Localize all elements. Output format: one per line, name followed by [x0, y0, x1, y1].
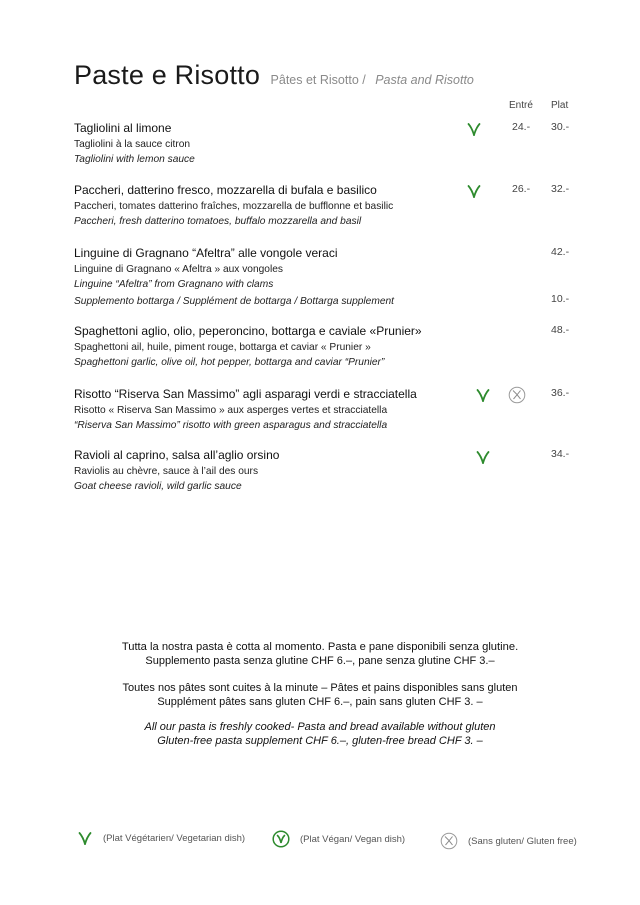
footer-it-line1: Tutta la nostra pasta è cotta al momento. Pasta e pane disponibili senza glutine.	[121, 641, 519, 653]
column-header-entre: Entré	[509, 100, 533, 111]
gluten-free-icon	[508, 386, 526, 404]
footer-note-italian	[0, 640, 640, 668]
item-description-fr: Paccheri, tomates datterino fraîches, mozzarella de bufflonne et basilic	[74, 201, 394, 212]
item-name: Risotto “Riserva San Massimo” agli asparagi verdi e stracciatella	[74, 387, 417, 401]
footer-fr-line1: Toutes nos pâtes sont cuites à la minute – Pâtes et pains disponibles sans gluten	[122, 682, 518, 694]
icon-legend	[0, 831, 640, 851]
item-description-fr: Spaghettoni ail, huile, piment rouge, bottarga et caviar « Prunier »	[74, 342, 371, 353]
item-description-en: “Riserva San Massimo” risotto with green asparagus and stracciatella	[74, 420, 388, 431]
legend-vegetarian	[78, 831, 245, 845]
legend-label: (Sans gluten/ Gluten free)	[468, 835, 577, 847]
item-name: Ravioli al caprino, salsa all’aglio orsino	[74, 448, 280, 462]
item-description-en: Paccheri, fresh datterino tomatoes, buffalo mozzarella and basil	[74, 216, 362, 227]
title-italian: Paste e Risotto	[74, 60, 261, 90]
price-plat: 36.-	[551, 387, 570, 399]
vegetarian-icon	[467, 122, 481, 136]
item-description-fr: Raviolis au chèvre, sauce à l’ail des ours	[74, 466, 259, 477]
column-header-plat: Plat	[551, 100, 569, 111]
price-plat: 32.-	[551, 183, 570, 195]
item-name: Tagliolini al limone	[74, 121, 172, 135]
vegetarian-icon	[476, 450, 490, 464]
item-description-en: Tagliolini with lemon sauce	[74, 154, 195, 165]
price-plat: 42.-	[551, 246, 570, 258]
item-name: Linguine di Gragnano “Afeltra” alle vongole veraci	[74, 246, 338, 260]
legend-gluten-free	[440, 832, 577, 850]
footer-note-english	[0, 720, 640, 748]
item-description-en: Linguine “Afeltra” from Gragnano with clams	[74, 279, 274, 290]
item-name: Spaghettoni aglio, olio, peperoncino, bottarga e caviale «Prunier»	[74, 324, 422, 338]
menu-item	[74, 447, 594, 494]
legend-label: (Plat Végétarien/ Vegetarian dish)	[103, 832, 246, 844]
price-entre: 26.-	[512, 183, 531, 195]
price-plat: 34.-	[551, 448, 570, 460]
item-name: Paccheri, datterino fresco, mozzarella di bufala e basilico	[74, 183, 377, 197]
legend-label: (Plat Végan/ Vegan dish)	[300, 833, 406, 845]
footer-fr-line2: Supplément pâtes sans gluten CHF 6.–, pain sans gluten CHF 3. –	[157, 696, 483, 708]
price-plat: 30.-	[551, 121, 570, 133]
menu-item	[74, 245, 594, 309]
title-french: Pâtes et Risotto /	[270, 73, 370, 87]
price-entre: 24.-	[512, 121, 531, 133]
item-description-fr: Linguine di Gragnano « Afeltra » aux vongoles	[74, 264, 283, 275]
page-title	[74, 60, 474, 91]
footer-note-french	[0, 681, 640, 709]
footer-it-line2: Supplemento pasta senza glutine CHF 6.–, pane senza glutine CHF 3.–	[145, 655, 495, 667]
vegan-icon	[272, 830, 290, 848]
price-supplement: 10.-	[551, 293, 570, 305]
legend-vegan	[272, 830, 405, 848]
gluten-free-icon	[440, 832, 458, 850]
vegetarian-icon	[467, 184, 481, 198]
vegetarian-icon	[78, 831, 92, 845]
title-english: Pasta and Risotto	[375, 73, 474, 87]
item-description-en: Goat cheese ravioli, wild garlic sauce	[74, 481, 242, 492]
item-description-fr: Risotto « Riserva San Massimo » aux asperges vertes et stracciatella	[74, 405, 388, 416]
item-description-en: Spaghettoni garlic, olive oil, hot pepper, bottarga and caviar “Prunier”	[74, 357, 385, 368]
menu-item	[74, 323, 594, 370]
footer-en-line1: All our pasta is freshly cooked- Pasta and bread available without gluten	[144, 721, 496, 733]
item-supplement: Supplemento bottarga / Supplément de bottarga / Bottarga supplement	[74, 296, 394, 307]
item-description-fr: Tagliolini à la sauce citron	[74, 139, 191, 150]
price-plat: 48.-	[551, 324, 570, 336]
vegetarian-icon	[476, 388, 490, 402]
footer-en-line2: Gluten-free pasta supplement CHF 6.–, gluten-free bread CHF 3. –	[157, 735, 483, 747]
